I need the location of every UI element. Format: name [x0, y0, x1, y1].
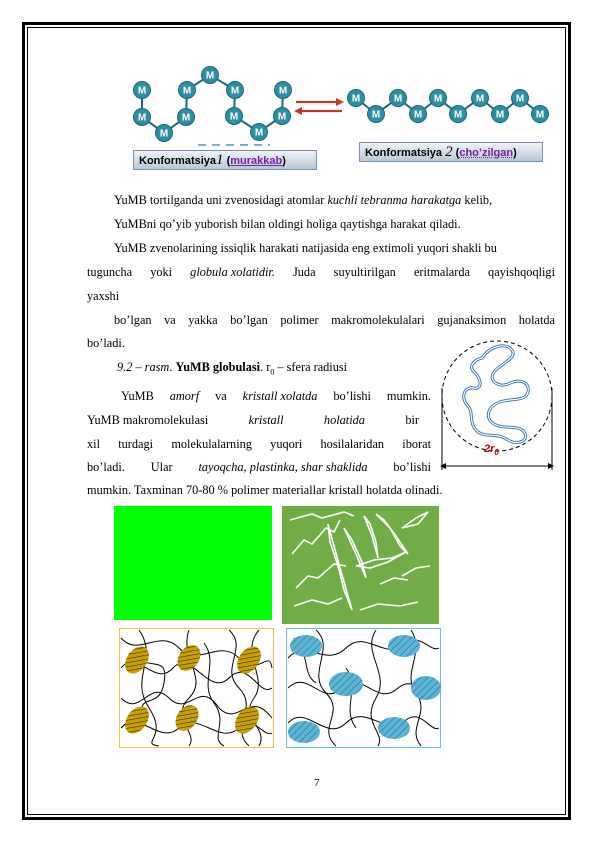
conf1-prefix: Konformatsiya: [139, 155, 217, 167]
panel-amorphous-crystallites: [119, 628, 274, 748]
wrap-line-1: [121, 389, 431, 404]
conf2-open: (: [455, 147, 460, 159]
word: qayishqoqligi: [488, 265, 555, 279]
monomer-label: M: [475, 93, 485, 105]
word: bo’lishi: [393, 460, 431, 474]
word: mumkin.: [386, 389, 431, 403]
word: va: [164, 313, 176, 327]
monomer-label: M: [229, 111, 239, 123]
word: Juda: [293, 265, 316, 279]
conf1-number: 1: [216, 152, 224, 168]
word-italic: holatida: [323, 413, 365, 427]
caption-label: 9.2 – rasm: [117, 360, 170, 374]
word: turdagi: [118, 437, 154, 451]
word: gujanaksimon: [437, 313, 507, 327]
wrap-line-3: [87, 437, 431, 452]
conf2-prefix: Konformatsiya: [365, 147, 443, 159]
globule-figure: [438, 328, 558, 474]
conf1-keyword: murakkab: [230, 155, 283, 167]
word-italic: tayoqcha, plastinka, shar shaklida: [198, 460, 368, 474]
p1-text: YuMB tortilganda uni zvenosidagi atomlar: [114, 193, 328, 207]
diameter-label: $2r_0$: [484, 443, 499, 457]
word: bo’lishi: [333, 389, 371, 403]
word: bir: [405, 413, 419, 427]
caption-title: YuMB globulasi: [175, 360, 261, 374]
word: suyultirilgan: [333, 265, 396, 279]
word-italic: globula xolatidir.: [190, 265, 275, 279]
paragraph-4-line-2: bo’ladi.: [87, 336, 125, 350]
conformation-2-label: [359, 142, 543, 162]
paragraph-3-line-3: yaxshi: [87, 289, 120, 303]
caption-sep: .: [169, 360, 176, 374]
word: bo’ladi.: [87, 460, 125, 474]
paragraph-3-line-2: [87, 265, 555, 280]
word: yuqori: [270, 437, 303, 451]
conformation-1-label: [133, 150, 317, 170]
monomer-label: M: [181, 112, 191, 124]
monomer-label: M: [433, 93, 443, 105]
word: tuguncha: [87, 265, 133, 279]
word-italic: kristall: [248, 413, 284, 427]
word: va: [215, 389, 227, 403]
paragraph-4-line-1: [114, 313, 555, 328]
word: iborat: [402, 437, 431, 451]
wrap-line-4: [87, 460, 431, 475]
monomer-label: M: [371, 109, 381, 121]
word: bo’lgan: [114, 313, 152, 327]
conf1-open: (: [226, 155, 231, 167]
conf1-close: ): [282, 155, 286, 167]
monomer-label: M: [453, 109, 463, 121]
monomer-label: M: [393, 93, 403, 105]
monomer-label: M: [495, 109, 505, 121]
caption-sep2: .: [260, 360, 267, 374]
word: holatda: [518, 313, 555, 327]
panel-amorphous-blue-domains: [286, 628, 441, 748]
conf2-close: ): [513, 147, 517, 159]
word: polimer: [280, 313, 319, 327]
word-italic: amorf: [169, 389, 200, 403]
monomer-label: M: [230, 85, 240, 97]
word: xil: [87, 437, 100, 451]
caption-r: r: [266, 360, 271, 374]
chain-coiled: [134, 67, 292, 142]
monomer-label: M: [277, 111, 287, 123]
word: YuMB: [121, 389, 154, 403]
conf2-keyword: cho’zilgan: [459, 147, 514, 159]
word: eritmalarda: [413, 265, 470, 279]
paragraph-3-line-1: YuMB zvenolarining issiqlik harakati natijasida eng extimoli yuqori shakli bu: [114, 241, 497, 255]
monomer-label: M: [182, 85, 192, 97]
panel-crystal-fibrils: [282, 506, 439, 624]
word: yoki: [150, 265, 173, 279]
wrap-line-2: [87, 413, 419, 428]
word: molekulalarning: [171, 437, 252, 451]
monomer-label: M: [205, 70, 215, 82]
word: hosilalaridan: [320, 437, 385, 451]
monomer-label: M: [278, 85, 288, 97]
monomer-label: M: [535, 109, 545, 121]
word: YuMB makromolekulasi: [87, 413, 209, 427]
word: bo’lgan: [230, 313, 268, 327]
p1-italic: kuchli tebranma harakatga: [327, 193, 462, 207]
word: makromolekulalari: [331, 313, 425, 327]
monomer-label: M: [515, 93, 525, 105]
p1-end: kelib,: [461, 193, 493, 207]
page-number: 7: [314, 777, 320, 789]
figure-caption: [117, 360, 347, 379]
monomer-label: M: [137, 112, 147, 124]
monomer-label: M: [159, 128, 169, 140]
wrap-line-5: mumkin. Taxminan 70-80 % polimer materiallar kristall holatda olinadi.: [87, 483, 443, 497]
paragraph-2: YuMBni qo’yib yuborish bilan oldingi holiga qaytishga harakat qiladi.: [114, 217, 461, 231]
equilibrium-arrows: [294, 98, 344, 115]
chain-stretched: [348, 90, 549, 123]
monomer-label: M: [254, 127, 264, 139]
word: yakka: [188, 313, 218, 327]
caption-rest: – sfera radiusi: [274, 360, 348, 374]
word-italic: kristall xolatda: [242, 389, 318, 403]
panel-green: [114, 506, 272, 620]
caption-r-sub: 0: [270, 367, 275, 377]
word: Ular: [150, 460, 173, 474]
monomer-label: M: [137, 85, 147, 97]
conf2-number: 2: [445, 144, 453, 160]
monomer-label: M: [351, 93, 361, 105]
monomer-label: M: [413, 109, 423, 121]
paragraph-1: [114, 193, 492, 208]
